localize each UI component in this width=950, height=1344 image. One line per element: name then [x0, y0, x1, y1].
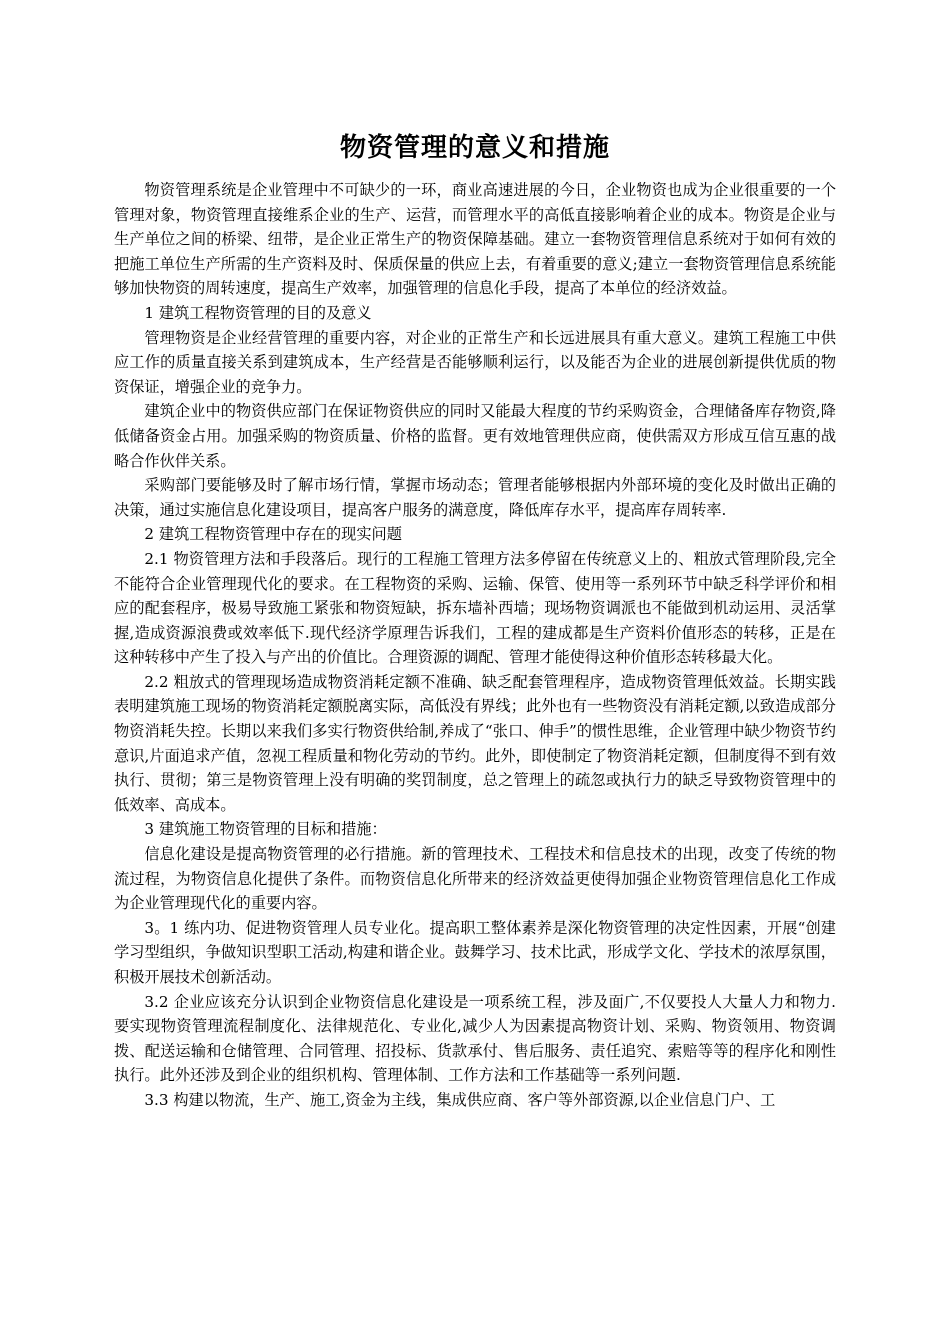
paragraph: 2.1 物资管理方法和手段落后。现行的工程施工管理方法多停留在传统意义上的、粗放式管理阶段,完全不能符合企业管理现代化的要求。在工程物资的采购、运输、保管、使用等一系列环节中缺乏科学评价和相应的配套程序，极易导致施工紧张和物资短缺，拆东墙补西墙；现场物资调派也不能做到机动运用、灵活掌握,造成资源浪费或效率低下.现代经济学原理告诉我们，工程的建成都是生产资料价值形态的转移，正是在这种转移中产生了投入与产出的价值比。合理资源的调配、管理才能使得这种价值形态转移最大化。: [114, 549, 836, 667]
paragraph: 3.3 构建以物流，生产、施工,资金为主线，集成供应商、客户等外部资源,以企业信息门户、工: [144, 1090, 776, 1109]
document-body: [114, 178, 836, 1113]
paragraph: 3。1 练内功、促进物资管理人员专业化。提高职工整体素养是深化物资管理的决定性因素，开展“创建学习型组织，争做知识型职工活动,构建和谐企业。鼓舞学习、技术比武，形成学文化、学技术的浓厚氛围，积极开展技术创新活动。: [114, 918, 836, 986]
paragraph: 建筑企业中的物资供应部门在保证物资供应的同时又能最大程度的节约采购资金，合理储备库存物资,降低储备资金占用。加强采购的物资质量、价格的监督。更有效地管理供应商，使供需双方形成互信互惠的战略合作伙伴关系。: [114, 402, 836, 470]
document-title: 物资管理的意义和措施: [339, 133, 610, 163]
paragraph: 物资管理系统是企业管理中不可缺少的一环，商业高速进展的今日，企业物资也成为企业很重要的一个管理对象，物资管理直接维系企业的生产、运营，而管理水平的高低直接影响着企业的成本。物资是企业与生产单位之间的桥梁、纽带，是企业正常生产的物资保障基础。建立一套物资管理信息系统对于如何有效的把施工单位生产所需的生产资料及时、保质保量的供应上去，有着重要的意义;建立一套物资管理信息系统能够加快物资的周转速度，提高生产效率，加强管理的信息化手段，提高了本单位的经济效益。: [114, 181, 836, 298]
paragraph: 2.2 粗放式的管理现场造成物资消耗定额不准确、缺乏配套管理程序，造成物资管理低效益。长期实践表明建筑施工现场的物资消耗定额脱离实际，高低没有界线；此外也有一些物资没有消耗定额,以致造成部分物资消耗失控。长期以来我们多实行物资供给制,养成了“张口、伸手”的惯性思维，企业管理中缺少物资节约意识,片面追求产值，忽视工程质量和物化劳动的节约。此外，即使制定了物资消耗定额，但制度得不到有效执行、贯彻；第三是物资管理上没有明确的奖罚制度，总之管理上的疏忽或执行力的缺乏导致物资管理中的低效率、高成本。: [114, 672, 836, 814]
paragraph: 采购部门要能够及时了解市场行情，掌握市场动态；管理者能够根据内外部环境的变化及时做出正确的决策，通过实施信息化建设项目，提高客户服务的满意度，降低库存水平，提高库存周转率.: [114, 476, 836, 519]
paragraph: 管理物资是企业经营管理的重要内容，对企业的正常生产和长远进展具有重大意义。建筑工程施工中供应工作的质量直接关系到建筑成本，生产经营是否能够顺利运行，以及能否为企业的进展创新提供优质的物资保证，增强企业的竞争力。: [114, 328, 836, 396]
paragraph: 信息化建设是提高物资管理的必行措施。新的管理技术、工程技术和信息技术的出现，改变了传统的物流过程，为物资信息化提供了条件。而物资信息化所带来的经济效益更使得加强企业物资管理信息化工作成为企业管理现代化的重要内容。: [114, 845, 836, 913]
section-heading: 2 建筑工程物资管理中存在的现实问题: [144, 525, 402, 544]
paragraph: 3.2 企业应该充分认识到企业物资信息化建设是一项系统工程，涉及面广,不仅要投人大量人力和物力.要实现物资管理流程制度化、法律规范化、专业化,减少人为因素提高物资计划、采购、物资领用、物资调拨、配送运输和仓储管理、合同管理、招投标、货款承付、售后服务、责任追究、索赔等等的程序化和刚性执行。此外还涉及到企业的组织机构、管理体制、工作方法和工作基础等一系列问题.: [114, 992, 836, 1085]
section-heading: 3 建筑施工物资管理的目标和措施：: [144, 820, 387, 839]
section-heading: 1 建筑工程物资管理的目的及意义: [144, 303, 372, 322]
